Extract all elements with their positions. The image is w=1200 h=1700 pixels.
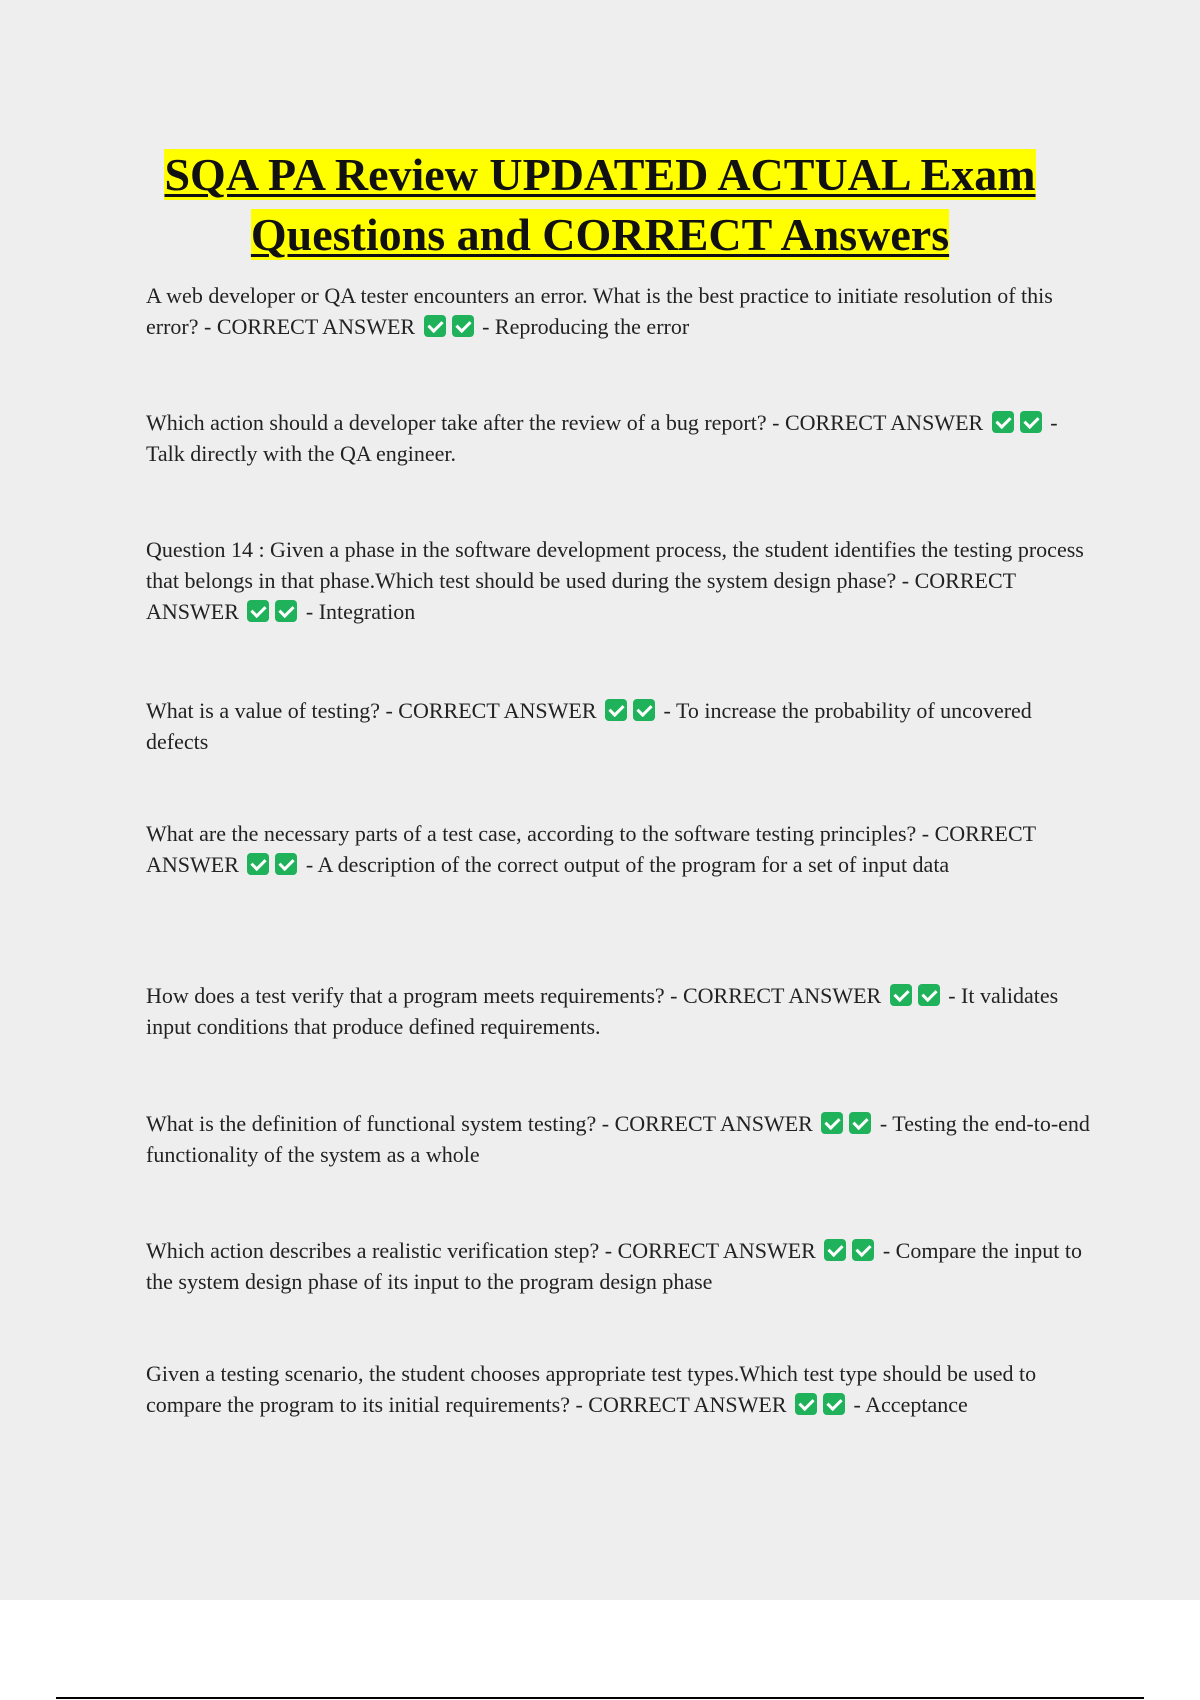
question-text: A web developer or QA tester encounters an error. What is the best practice to initiate resolution of this error? - CORRECT ANSWER <box>146 283 1053 339</box>
qa-item <box>146 280 1096 342</box>
checkmark-icon <box>890 984 912 1006</box>
question-text: What is the definition of functional system testing? - CORRECT ANSWER <box>146 1111 813 1136</box>
document-title <box>60 145 1140 265</box>
title-line-1: SQA PA Review UPDATED ACTUAL Exam <box>164 149 1036 200</box>
checkmark-icon <box>852 1239 874 1261</box>
answer-text: - Acceptance <box>853 1392 968 1417</box>
qa-item <box>146 1108 1096 1170</box>
question-text: Which action describes a realistic verification step? - CORRECT ANSWER <box>146 1238 816 1263</box>
checkmark-icon <box>275 600 297 622</box>
footer-divider <box>56 1697 1144 1699</box>
answer-text: - Testing the end-to-end functionality of the system as a whole <box>146 1111 1090 1167</box>
qa-item <box>146 1235 1096 1297</box>
checkmark-icon <box>605 699 627 721</box>
checkmark-icon <box>247 853 269 875</box>
qa-item <box>146 695 1096 757</box>
qa-item <box>146 980 1096 1042</box>
question-text: How does a test verify that a program meets requirements? - CORRECT ANSWER <box>146 983 882 1008</box>
checkmark-icon <box>633 699 655 721</box>
answer-text: - Talk directly with the QA engineer. <box>146 410 1058 466</box>
checkmark-icon <box>275 853 297 875</box>
answer-text: - Integration <box>305 599 416 624</box>
answer-text: - To increase the probability of uncovered defects <box>146 698 1032 754</box>
question-text: Question 14 : Given a phase in the software development process, the student identifies the testing process that belongs in that phase.Which test should be used during the system design phase? - CORRECT ANSWER <box>146 537 1084 624</box>
checkmark-icon <box>795 1393 817 1415</box>
checkmark-icon <box>1020 411 1042 433</box>
checkmark-icon <box>992 411 1014 433</box>
question-text: Given a testing scenario, the student chooses appropriate test types.Which test type should be used to compare the program to its initial requirements? - CORRECT ANSWER <box>146 1361 1037 1417</box>
qa-item <box>146 407 1096 469</box>
answer-text: - A description of the correct output of the program for a set of input data <box>305 852 950 877</box>
answer-text: - It validates input conditions that produce defined requirements. <box>146 983 1059 1039</box>
checkmark-icon <box>849 1112 871 1134</box>
checkmark-icon <box>918 984 940 1006</box>
qa-item <box>146 1358 1096 1420</box>
checkmark-icon <box>424 315 446 337</box>
checkmark-icon <box>247 600 269 622</box>
question-text: What is a value of testing? - CORRECT ANSWER <box>146 698 597 723</box>
question-text: Which action should a developer take after the review of a bug report? - CORRECT ANSWER <box>146 410 984 435</box>
answer-text: - Reproducing the error <box>482 314 690 339</box>
checkmark-icon <box>823 1393 845 1415</box>
qa-item <box>146 534 1096 627</box>
title-line-2: Questions and CORRECT Answers <box>250 209 950 260</box>
checkmark-icon <box>824 1239 846 1261</box>
checkmark-icon <box>452 315 474 337</box>
question-text: What are the necessary parts of a test case, according to the software testing principles? - CORRECT ANSWER <box>146 821 1036 877</box>
checkmark-icon <box>821 1112 843 1134</box>
qa-item <box>146 818 1096 880</box>
answer-text: - Compare the input to the system design phase of its input to the program design phase <box>146 1238 1082 1294</box>
